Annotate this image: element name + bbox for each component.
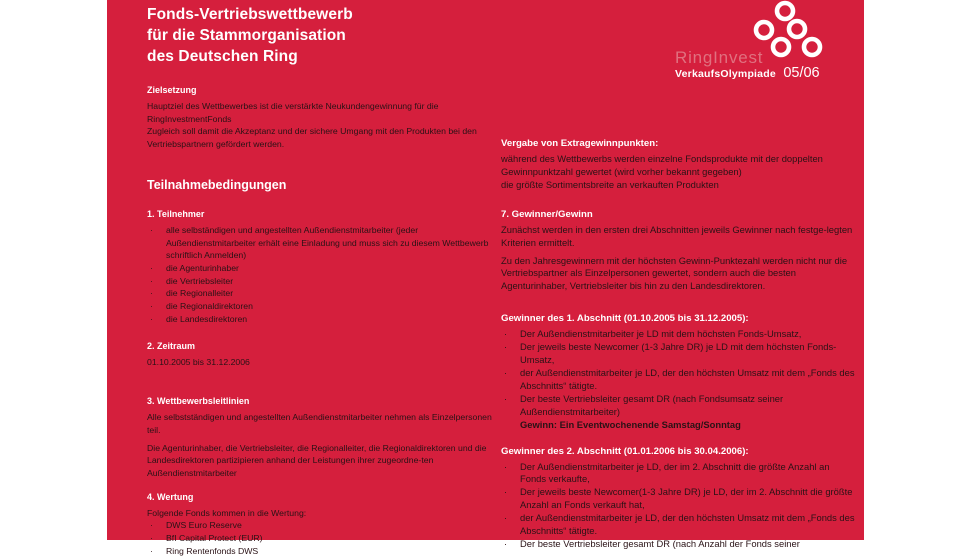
title-line-1: Fonds-Vertriebswettbewerb: [147, 6, 353, 23]
page-title: [147, 4, 547, 67]
title-line-3: des Deutschen Ring: [147, 48, 298, 65]
bullet-item: [147, 224, 499, 262]
brand-name: RingInvest: [675, 48, 764, 67]
brand-subtitle-text: VerkaufsOlympiade: [675, 68, 776, 80]
right-column: [501, 137, 857, 551]
bullet-item: [147, 287, 499, 300]
bullet-text: alle selbständigen und angestellten Außendienstmitarbeiter (jeder Außendienstmitarbeiter erhält eine Einladung und muss sich zu diesem Wettbewerb schriftlich Anmelden): [166, 224, 489, 261]
brand-season: 05/06: [783, 65, 820, 81]
bullet-dot-icon: ·: [504, 460, 508, 472]
bullet-item: [501, 341, 857, 367]
bullet-text: der Außendienstmitarbeiter je LD, der den höchsten Umsatz mit dem „Fonds des Abschnitts“ tätigte.: [520, 512, 855, 537]
bullet-dot-icon: ·: [504, 486, 508, 498]
section-wertung: [147, 491, 499, 557]
bullet-dot-icon: ·: [150, 520, 153, 531]
bullet-item: [147, 545, 499, 557]
bullet-item: [501, 538, 857, 551]
bullet-text: die Regionaldirektoren: [166, 301, 253, 312]
bullet-item: [501, 461, 857, 487]
section-teilnahmebedingungen: [147, 178, 499, 193]
paragraph: während des Wettbewerbs werden einzelne Fondsprodukte mit der doppelten Gewinnpunktzahl gewertet (wird vorher bekannt gegeben): [501, 153, 823, 177]
bullet-text: die Regionalleiter: [166, 288, 234, 299]
section-zeitraum: [147, 340, 499, 369]
paragraph: Zunächst werden in den ersten drei Abschnitten jeweils Gewinner nach festge-legten Kriterien ermittelt.: [501, 223, 853, 248]
bullet-item: [501, 328, 857, 341]
bullet-item: [147, 519, 499, 532]
bullet-text: die Agenturinhaber: [166, 262, 239, 273]
section-vergabe: [501, 137, 857, 192]
bullet-dot-icon: ·: [150, 545, 153, 556]
section-heading: 1. Teilnehmer: [147, 208, 205, 219]
bullet-dot-icon: ·: [150, 262, 153, 273]
paragraph: Alle selbstständigen und angestellten Außendienstmitarbeiter nehmen als Einzelpersonen teil.: [147, 412, 492, 435]
brand-subtitle: [675, 64, 820, 82]
bullet-item: [147, 300, 499, 313]
bullet-item: [147, 275, 499, 288]
paragraph: Die Agenturinhaber, die Vertriebsleiter, die Regionalleiter, die Regionaldirektoren und die Landesdirektoren partizipieren anhand der Leistungen ihrer zugeordne-ten Außendienstmitarbeiter: [147, 442, 487, 478]
bullet-text: BfI Capital Protect (EUR): [166, 533, 263, 544]
section-heading: Gewinner des 1. Abschnitt (01.10.2005 bis 31.12.2005):: [501, 313, 749, 325]
paragraph: die größte Sortimentsbreite an verkauften Produkten: [501, 178, 719, 190]
bullet-text: Der jeweils beste Newcomer (1-3 Jahre DR) je LD mit dem höchsten Fonds-Umsatz,: [520, 341, 837, 366]
section-leitlinien: [147, 395, 499, 480]
left-column: [147, 70, 499, 557]
bullet-item: [147, 532, 499, 545]
bullet-dot-icon: ·: [504, 537, 508, 549]
bullet-dot-icon: ·: [504, 512, 508, 524]
section-abschnitt1: [501, 312, 857, 431]
bullet-item: [147, 313, 499, 326]
paragraph: Zu den Jahresgewinnern mit der höchsten Gewinn-Punktezahl werden nicht nur die Vertriebspartner als Einzelpersonen gewertet, sondern auch die besten Agenturinhaber, Vertriebsleiter bis hin zu den Landesdirektoren.: [501, 254, 848, 292]
paragraph: Folgende Fonds kommen in die Wertung:: [147, 507, 307, 518]
bullet-dot-icon: ·: [150, 275, 153, 286]
paragraph: Hauptziel des Wettbewerbes ist die verstärkte Neukundengewinnung für die RingInvestmentFonds: [147, 101, 439, 124]
bullet-dot-icon: ·: [504, 392, 508, 404]
section-heading: 2. Zeitraum: [147, 341, 196, 352]
section-gewinner-gewinn: [501, 208, 857, 294]
section-heading: 4. Wertung: [147, 491, 194, 502]
bullet-item: [501, 393, 857, 432]
bullet-text: DWS Euro Reserve: [166, 520, 242, 531]
bullet-dot-icon: ·: [504, 328, 508, 340]
section-heading: Vergabe von Extragewinnpunkten:: [501, 138, 659, 149]
section-heading: Zielsetzung: [147, 85, 197, 95]
bullet-text: Der beste Vertriebsleiter gesamt DR (nach Anzahl der Fonds seiner: [520, 537, 800, 549]
bullet-text: der Außendienstmitarbeiter je LD, der den höchsten Umsatz mit dem „Fonds des Abschnitts“ tätigte.: [520, 366, 855, 391]
bullet-item: [501, 367, 857, 393]
section-abschnitt2: [501, 445, 857, 551]
bullet-dot-icon: ·: [504, 341, 508, 353]
brand-logo: [648, 0, 848, 90]
bullet-dot-icon: ·: [504, 366, 508, 378]
bullet-dot-icon: ·: [150, 224, 153, 235]
bullet-dot-icon: ·: [150, 313, 153, 324]
bullet-bold-line: Gewinn: Ein Eventwochenende Samstag/Sonntag: [520, 418, 741, 430]
section-heading: 7. Gewinner/Gewinn: [501, 208, 593, 220]
bullet-text: Der jeweils beste Newcomer(1-3 Jahre DR) je LD, der im 2. Abschnitt die größte Anzahl an Fonds verkauft hat,: [520, 486, 853, 511]
section-teilnehmer: [147, 208, 499, 326]
title-line-2: für die Stammorganisation: [147, 27, 346, 44]
paragraph: 01.10.2005 bis 31.12.2006: [147, 357, 250, 368]
bullet-dot-icon: ·: [150, 288, 153, 299]
paragraph: Zugleich soll damit die Akzeptanz und der sichere Umgang mit den Produkten bei den Vertriebspartnern gefördert werden.: [147, 126, 477, 150]
bullet-text: die Vertriebsleiter: [166, 275, 234, 286]
section-zielsetzung: [147, 84, 499, 151]
flyer-page: [107, 0, 864, 556]
bullet-item: [147, 262, 499, 275]
bullet-text: Der Außendienstmitarbeiter je LD mit dem höchsten Fonds-Umsatz,: [520, 328, 802, 340]
section-heading: Gewinner des 2. Abschnitt (01.01.2006 bis 30.04.2006):: [501, 445, 749, 457]
bullet-text: Ring Rentenfonds DWS: [166, 545, 259, 556]
section-heading: 3. Wettbewerbsleitlinien: [147, 396, 250, 407]
bullet-text: Der beste Vertriebsleiter gesamt DR (nach Fondsumsatz seiner Außendienstmitarbeiter): [520, 392, 784, 417]
bullet-item: [501, 486, 857, 512]
bullet-text: die Landesdirektoren: [166, 313, 248, 324]
bullet-item: [501, 512, 857, 538]
bullet-dot-icon: ·: [150, 301, 153, 312]
bullet-text: Der Außendienstmitarbeiter je LD, der im 2. Abschnitt die größte Anzahl an Fonds verkaufte,: [520, 460, 830, 485]
section-heading: Teilnahmebedingungen: [147, 177, 287, 192]
bullet-dot-icon: ·: [150, 533, 153, 544]
